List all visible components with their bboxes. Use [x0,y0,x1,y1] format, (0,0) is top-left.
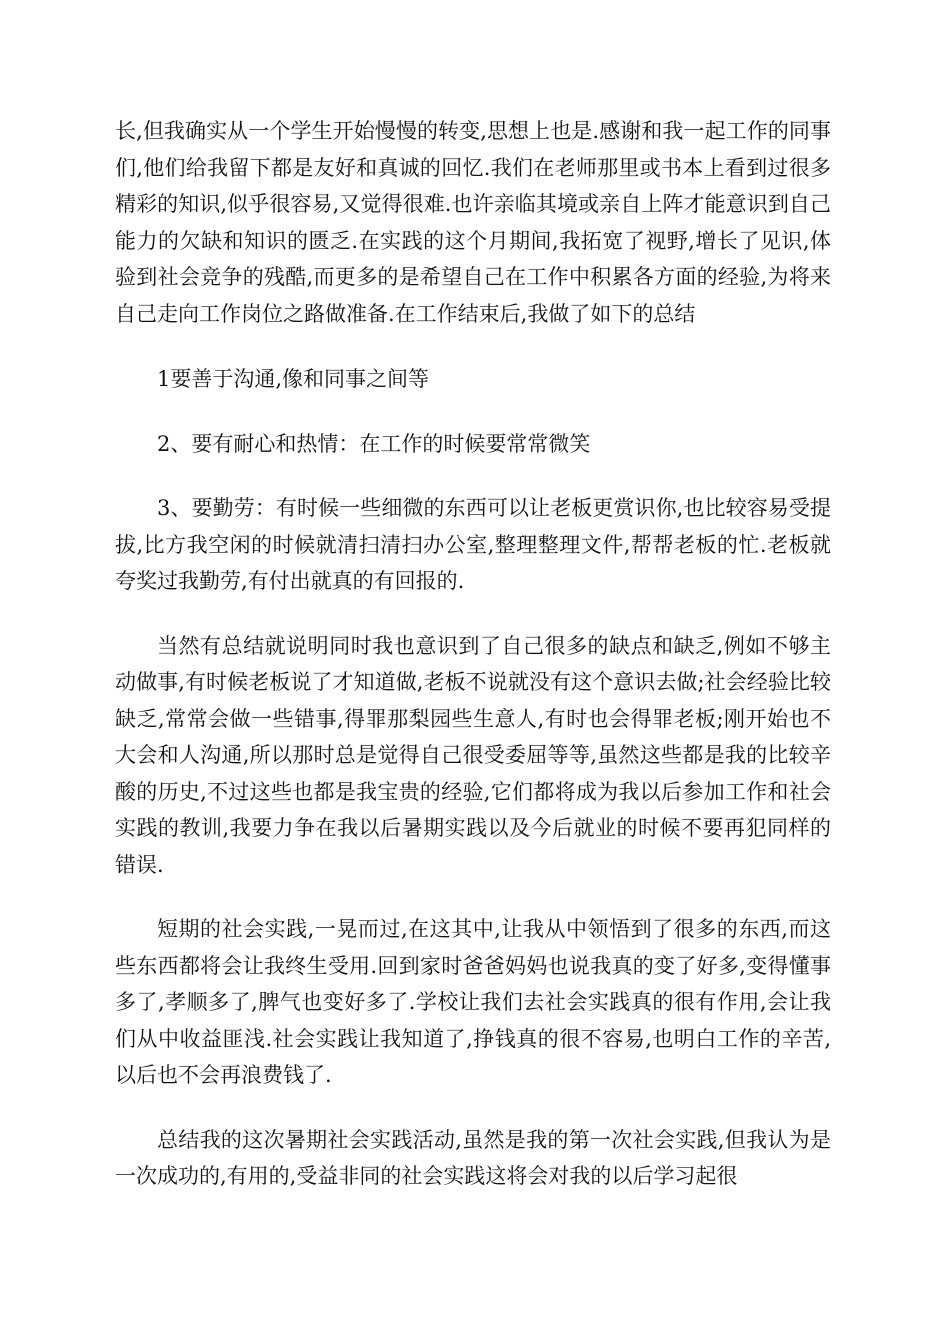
paragraph-continuation: 长,但我确实从一个学生开始慢慢的转变,思想上也是.感谢和我一起工作的同事们,他们给我留下都是友好和真诚的回忆.我们在老师那里或书本上看到过很多精彩的知识,似乎很容易,又觉得很难.也许亲临其境或亲自上阵才能意识到自己能力的欠缺和知识的匮乏.在实践的这个月期间,我拓宽了视野,增长了见识,体验到社会竞争的残酷,而更多的是希望自己在工作中积累各方面的经验,为将来自己走向工作岗位之路做准备.在工作结束后,我做了如下的总结 [115,119,831,326]
summary-item-3: 3、要勤劳：有时候一些细微的东西可以让老板更赏识你,也比较容易受提拔,比方我空闲的时候就清扫清扫办公室,整理整理文件,帮帮老板的忙.老板就夸奖过我勤劳,有付出就真的有回报的. [115,496,831,593]
summary-item-1: 1要善于沟通,像和同事之间等 [157,367,430,391]
paragraph-conclusion: 总结我的这次暑期社会实践活动,虽然是我的第一次社会实践,但我认为是一次成功的,有用的,受益非同的社会实践这将会对我的以后学习起很 [115,1127,831,1188]
document-body [115,113,831,1195]
paragraph-short-term-practice: 短期的社会实践,一晃而过,在这其中,让我从中领悟到了很多的东西,而这些东西都将会让我终生受用.回到家时爸爸妈妈也说我真的变了好多,变得懂事多了,孝顺多了,脾气也变好多了.学校让我们去社会实践真的很有作用,会让我们从中收益匪浅.社会实践让我知道了,挣钱真的很不容易,也明白工作的辛苦,以后也不会再浪费钱了. [115,917,831,1087]
paragraph-shortcomings: 当然有总结就说明同时我也意识到了自己很多的缺点和缺乏,例如不够主动做事,有时候老板说了才知道做,老板不说就没有这个意识去做;社会经验比较缺乏,常常会做一些错事,得罪那梨园些生意人,有时也会得罪老板;刚开始也不大会和人沟通,所以那时总是觉得自己很受委屈等等,虽然这些都是我的比较辛酸的历史,不过这些也都是我宝贵的经验,它们都将成为我以后参加工作和社会实践的教训,我要力争在我以后暑期实践以及今后就业的时候不要再犯同样的错误. [115,633,831,877]
summary-item-2: 2、要有耐心和热情：在工作的时候要常常微笑 [157,431,591,456]
